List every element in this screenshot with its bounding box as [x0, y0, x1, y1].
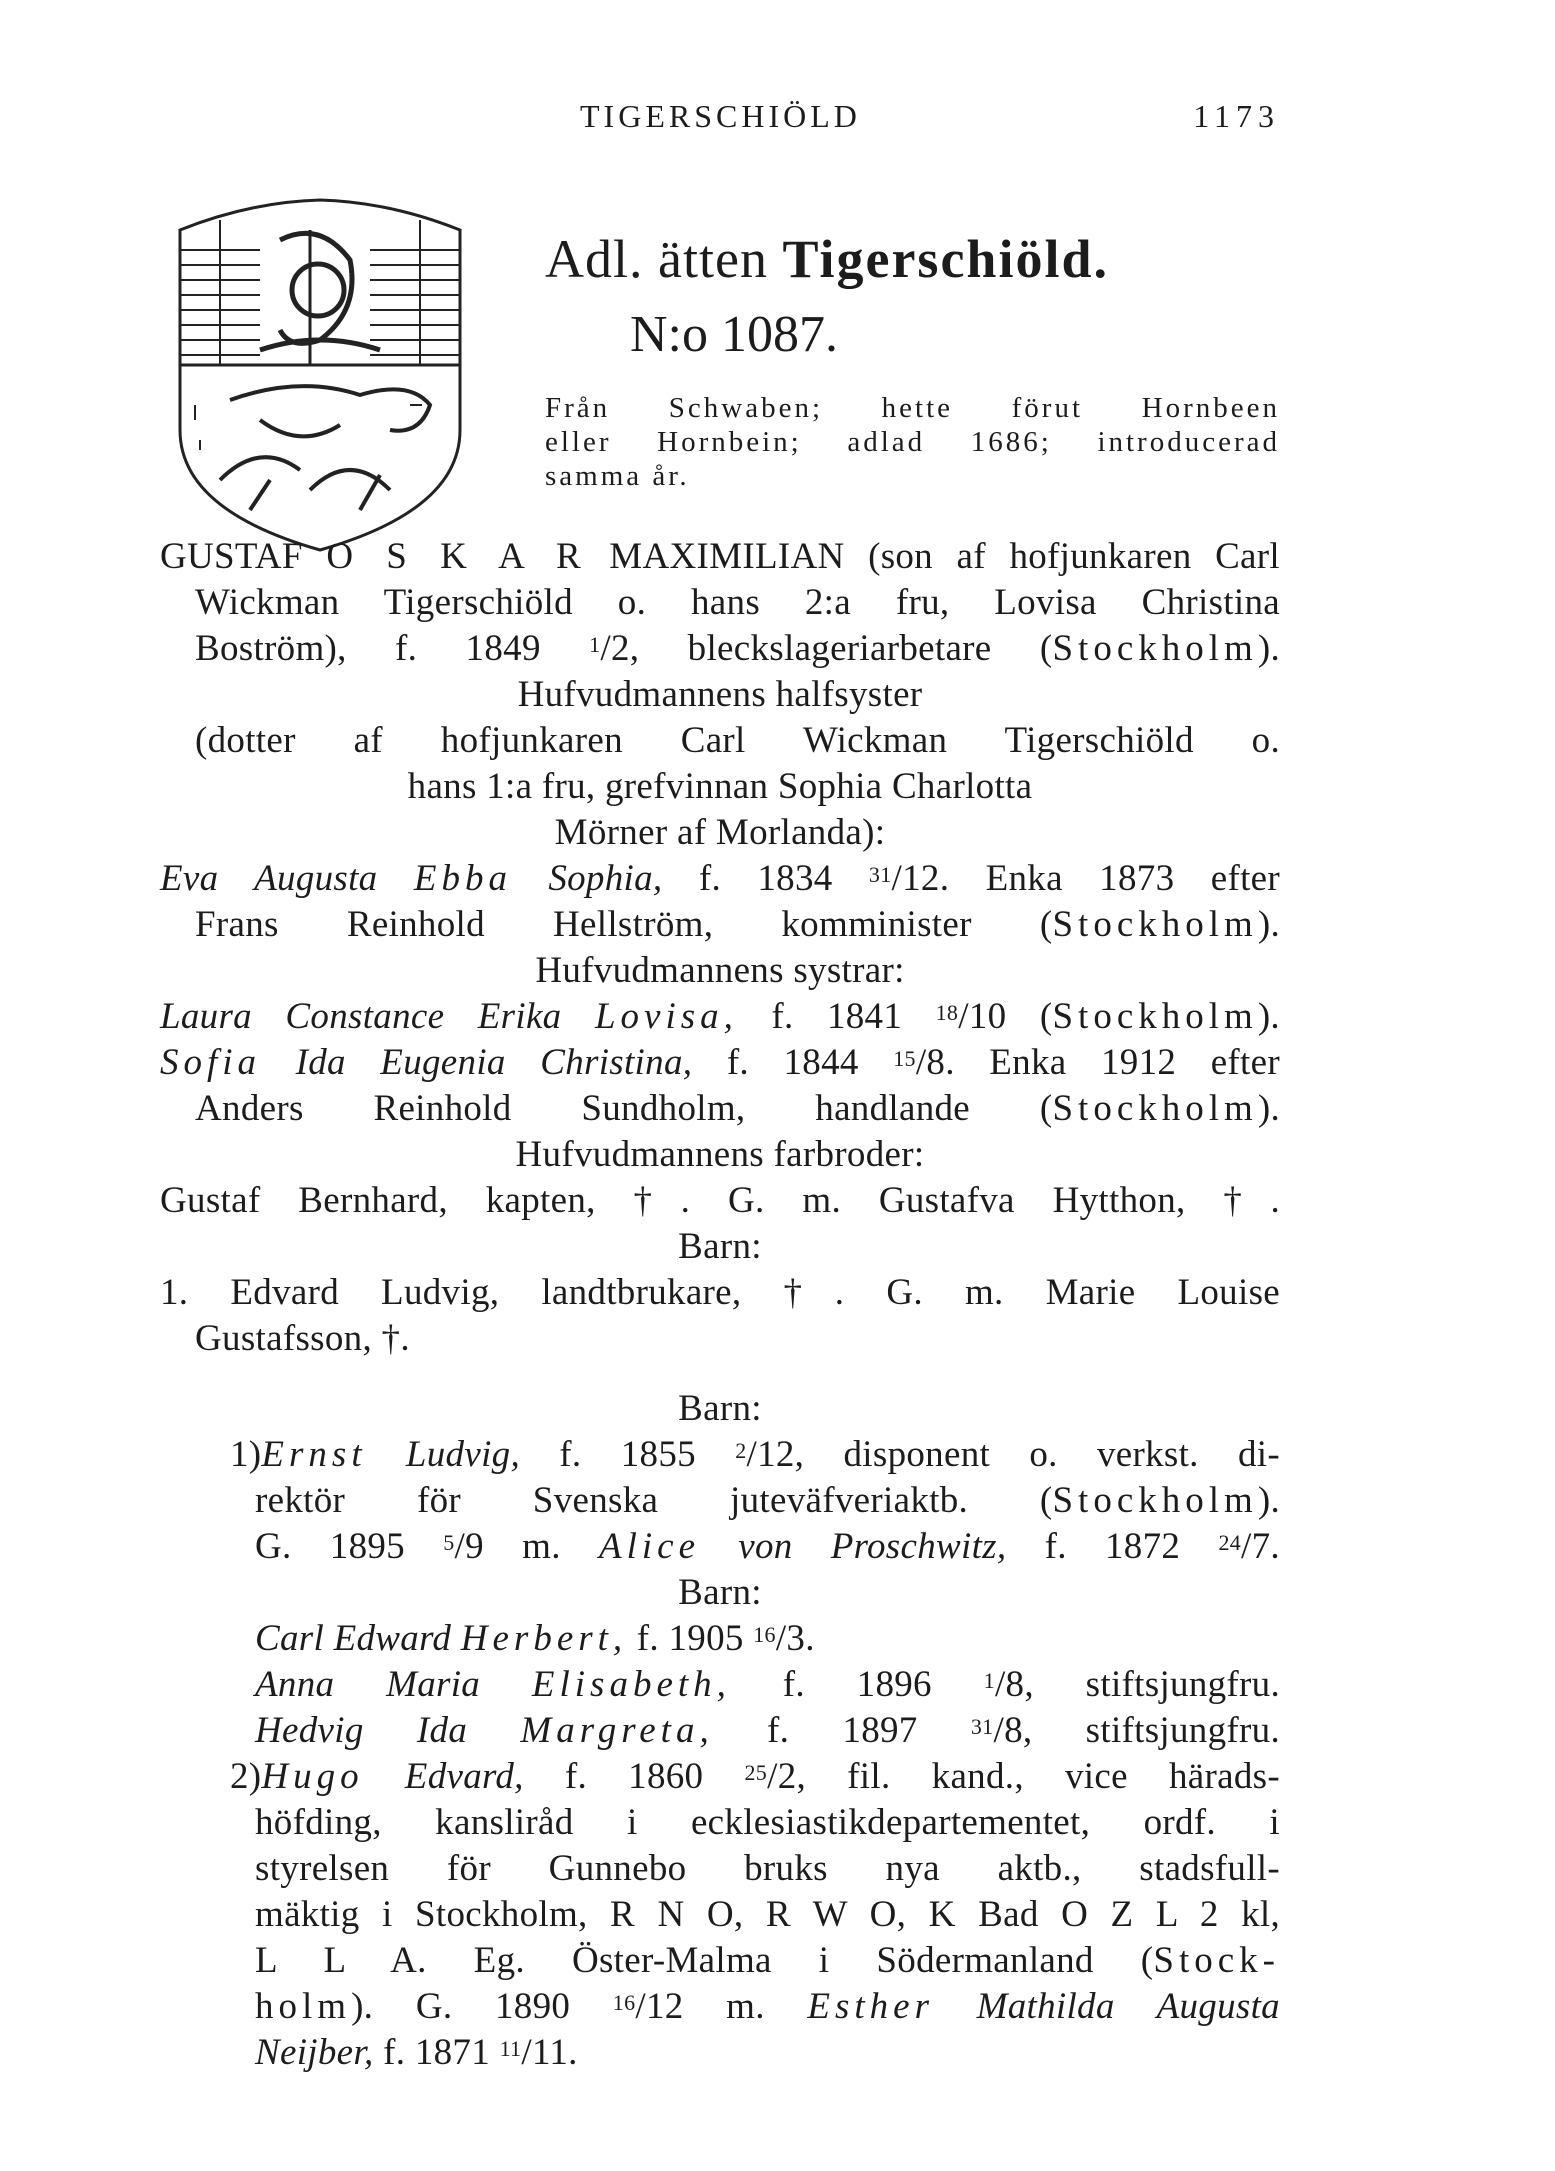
- running-header: [160, 98, 1280, 138]
- text-line: Gustaf Bernhard, kapten, †. G. m. Gustafva Hytthon, †.: [160, 1180, 1280, 1221]
- text-line: höfding, kansliråd i ecklesiastikdepartementet, ordf. i: [255, 1802, 1280, 1843]
- page-number: 1173: [1193, 98, 1280, 134]
- section-heading: Barn:: [678, 1226, 762, 1267]
- lineage-family: Tigerschiöld.: [782, 229, 1109, 289]
- text-line: Gustafsson, †.: [195, 1318, 410, 1359]
- text-line: Neijber, f. 1871 $^{11}$/11.: [255, 2032, 578, 2073]
- text-line: mäktig i Stockholm, R N O, R W O, K Bad O Z L 2 kl,: [255, 1894, 1280, 1935]
- text-line: Mörner af Morlanda):: [554, 812, 886, 853]
- section-heading: Hufvudmannens systrar:: [535, 950, 905, 991]
- text-line: 2)Hugo Edvard, f. 1860 $^{25}$/2, fil. kand., vice härads-: [230, 1756, 1280, 1797]
- text-line: GUSTAF O S K A R MAXIMILIAN (son af hofjunkaren Carl: [160, 536, 1280, 577]
- text-line: Frans Reinhold Hellström, komminister (Stockholm).: [195, 904, 1280, 945]
- text-line: rektör för Svenska juteväfveriaktb. (Stockholm).: [255, 1480, 1280, 1521]
- text-line: Anders Reinhold Sundholm, handlande (Stockholm).: [195, 1088, 1280, 1129]
- section-heading: Hufvudmannens halfsyster: [517, 674, 923, 715]
- text-line: Hedvig Ida Margreta, f. 1897 $^{31}$/8, stiftsjungfru.: [255, 1710, 1280, 1751]
- header-title: TIGERSCHIÖLD: [580, 98, 861, 134]
- lineage-number: N:o 1087.: [630, 306, 838, 363]
- lineage-heading: [545, 228, 1109, 290]
- lineage-prefix: Adl. ätten: [545, 229, 768, 289]
- text-line: (dotter af hofjunkaren Carl Wickman Tigerschiöld o.: [195, 720, 1280, 761]
- text-line: 1)Ernst Ludvig, f. 1855 $^2$/12, disponent o. verkst. di-: [230, 1434, 1280, 1475]
- text-line: Eva Augusta Ebba Sophia, f. 1834 $^{31}$/12. Enka 1873 efter: [160, 858, 1281, 899]
- text-line: Wickman Tigerschiöld o. hans 2:a fru, Lovisa Christina: [195, 582, 1280, 623]
- section-heading: Barn:: [678, 1388, 762, 1429]
- section-heading: Hufvudmannens farbroder:: [515, 1134, 925, 1175]
- origin-line-1: Från Schwaben; hette förut Hornbeen: [545, 392, 1280, 424]
- text-line: hans 1:a fru, grefvinnan Sophia Charlotta: [407, 766, 1033, 807]
- text-line: Sofia Ida Eugenia Christina, f. 1844 $^{15}$/8. Enka 1912 efter: [160, 1042, 1280, 1083]
- text-line: Carl Edward Herbert, f. 1905 $^{16}$/3.: [255, 1618, 815, 1659]
- text-line: styrelsen för Gunnebo bruks nya aktb., stadsfull-: [255, 1848, 1280, 1889]
- section-heading: Barn:: [678, 1572, 762, 1613]
- origin-line-3: samma år.: [545, 460, 690, 492]
- text-line: Anna Maria Elisabeth, f. 1896 $^1$/8, stiftsjungfru.: [255, 1664, 1281, 1705]
- text-line: holm). G. 1890 $^{16}$/12 m. Esther Mathilda Augusta: [255, 1986, 1280, 2027]
- text-line: L L A. Eg. Öster-Malma i Södermanland (Stock-: [255, 1940, 1280, 1981]
- origin-line-2: eller Hornbein; adlad 1686; introducerad: [545, 426, 1280, 458]
- text-line: Laura Constance Erika Lovisa, f. 1841 $^{18}$/10 (Stockholm).: [160, 996, 1280, 1037]
- text-line: 1. Edvard Ludvig, landtbrukare, †. G. m. Marie Louise: [160, 1272, 1280, 1313]
- text-line: G. 1895 $^5$/9 m. Alice von Proschwitz, f. 1872 $^{24}$/7.: [255, 1526, 1280, 1567]
- text-line: Boström), f. 1849 $^1$/2, bleckslageriarbetare (Stockholm).: [195, 628, 1280, 669]
- coat-of-arms-icon: [160, 190, 480, 570]
